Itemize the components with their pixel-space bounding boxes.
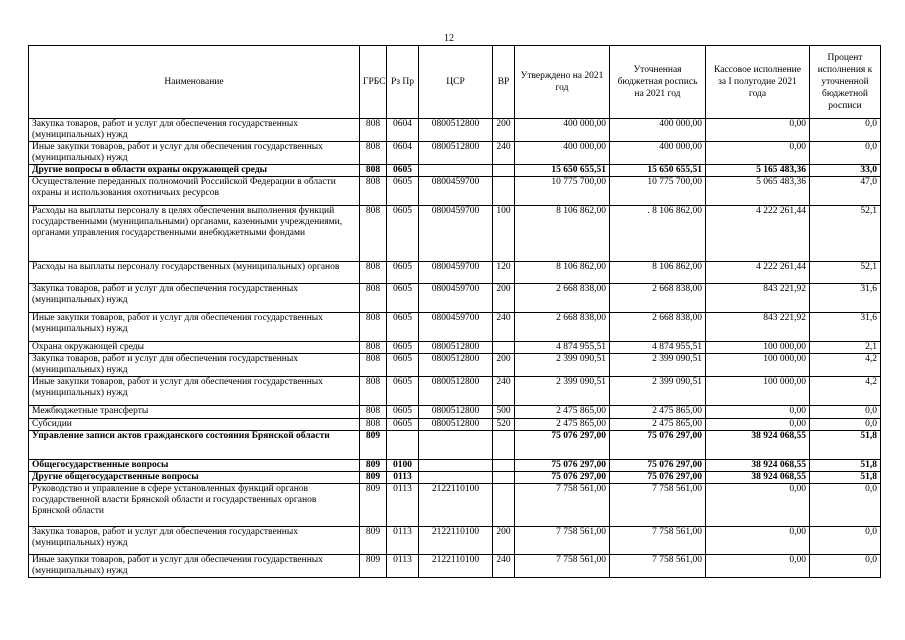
cell-cash: 38 924 068,55 — [706, 431, 810, 460]
cell-percent: 0,0 — [810, 419, 881, 431]
cell-approved: 75 076 297,00 — [515, 431, 610, 460]
cell-rzpr: 0605 — [387, 354, 419, 377]
cell-refined: 400 000,00 — [610, 119, 706, 142]
cell-cash: 0,00 — [706, 555, 810, 578]
cell-refined: 10 775 700,00 — [610, 177, 706, 206]
cell-rzpr: 0100 — [387, 460, 419, 472]
cell-grbs: 809 — [360, 431, 387, 460]
cell-rzpr: 0605 — [387, 313, 419, 342]
cell-vr — [493, 460, 515, 472]
cell-grbs: 809 — [360, 460, 387, 472]
cell-vr — [493, 177, 515, 206]
cell-name: Руководство и управление в сфере установленных функций органов государственной власти Брянской области и государственных органов Брянской области — [29, 484, 360, 527]
cell-cash: 5 165 483,36 — [706, 165, 810, 177]
cell-approved: 4 874 955,51 — [515, 342, 610, 354]
cell-cash: 843 221,92 — [706, 284, 810, 313]
cell-rzpr: 0113 — [387, 555, 419, 578]
cell-approved: 15 650 655,51 — [515, 165, 610, 177]
cell-rzpr: 0604 — [387, 119, 419, 142]
cell-name: Другие вопросы в области охраны окружающей среды — [29, 165, 360, 177]
cell-name: Закупка товаров, работ и услуг для обеспечения государственных (муниципальных) нужд — [29, 119, 360, 142]
cell-percent: 51,8 — [810, 460, 881, 472]
cell-refined: 2 668 838,00 — [610, 313, 706, 342]
cell-approved: 8 106 862,00 — [515, 206, 610, 262]
table-row — [29, 527, 881, 555]
cell-name: Осуществление переданных полномочий Российской Федерации в области охраны и использования охотничьих ресурсов — [29, 177, 360, 206]
cell-vr: 200 — [493, 527, 515, 555]
cell-approved: 75 076 297,00 — [515, 460, 610, 472]
cell-rzpr: 0605 — [387, 165, 419, 177]
header-name: Наименование — [29, 46, 360, 119]
cell-rzpr: 0605 — [387, 406, 419, 419]
cell-approved: 2 475 865,00 — [515, 406, 610, 419]
cell-refined: 2 668 838,00 — [610, 284, 706, 313]
cell-approved: 7 758 561,00 — [515, 527, 610, 555]
cell-refined: 7 758 561,00 — [610, 484, 706, 527]
cell-rzpr: 0604 — [387, 142, 419, 165]
cell-grbs: 808 — [360, 206, 387, 262]
cell-rzpr: 0605 — [387, 419, 419, 431]
header-refined: Уточненная бюджетная роспись на 2021 год — [610, 46, 706, 119]
cell-percent: 0,0 — [810, 527, 881, 555]
cell-cash: 0,00 — [706, 142, 810, 165]
cell-cash: 5 065 483,36 — [706, 177, 810, 206]
cell-vr: 240 — [493, 377, 515, 406]
cell-rzpr: 0605 — [387, 284, 419, 313]
table-row — [29, 284, 881, 313]
cell-cash: 100 000,00 — [706, 342, 810, 354]
table-row — [29, 177, 881, 206]
cell-rzpr: 0605 — [387, 377, 419, 406]
cell-name: Управление записи актов гражданского состояния Брянской области — [29, 431, 360, 460]
cell-percent: 4,2 — [810, 354, 881, 377]
cell-name: Закупка товаров, работ и услуг для обеспечения государственных (муниципальных) нужд — [29, 527, 360, 555]
cell-csr: 2122110100 — [419, 527, 493, 555]
table-row — [29, 262, 881, 284]
cell-name: Охрана окружающей среды — [29, 342, 360, 354]
cell-name: Расходы на выплаты персоналу государственных (муниципальных) органов — [29, 262, 360, 284]
cell-name: Закупка товаров, работ и услуг для обеспечения государственных (муниципальных) нужд — [29, 284, 360, 313]
cell-percent: 51,8 — [810, 472, 881, 484]
cell-percent: 52,1 — [810, 206, 881, 262]
cell-name: Иные закупки товаров, работ и услуг для обеспечения государственных (муниципальных) нужд — [29, 555, 360, 578]
cell-percent: 0,0 — [810, 142, 881, 165]
cell-approved: 2 668 838,00 — [515, 284, 610, 313]
cell-vr: 200 — [493, 354, 515, 377]
header-csr: ЦСР — [419, 46, 493, 119]
table-row — [29, 206, 881, 262]
cell-csr: 2122110100 — [419, 484, 493, 527]
cell-rzpr — [387, 431, 419, 460]
table-row — [29, 377, 881, 406]
cell-csr: 0800512800 — [419, 406, 493, 419]
cell-grbs: 808 — [360, 262, 387, 284]
cell-grbs: 808 — [360, 284, 387, 313]
cell-name: Другие общегосударственные вопросы — [29, 472, 360, 484]
cell-vr — [493, 484, 515, 527]
cell-percent: 52,1 — [810, 262, 881, 284]
cell-approved: 2 475 865,00 — [515, 419, 610, 431]
cell-name: Субсидии — [29, 419, 360, 431]
table-row — [29, 419, 881, 431]
cell-cash: 0,00 — [706, 419, 810, 431]
cell-cash: 4 222 261,44 — [706, 206, 810, 262]
cell-percent: 2,1 — [810, 342, 881, 354]
page-number: 12 — [444, 33, 454, 44]
cell-approved: 2 399 090,51 — [515, 354, 610, 377]
cell-grbs: 808 — [360, 419, 387, 431]
cell-csr: 0800512800 — [419, 119, 493, 142]
cell-csr: 0800512800 — [419, 377, 493, 406]
cell-approved: 400 000,00 — [515, 142, 610, 165]
cell-percent: 31,6 — [810, 313, 881, 342]
cell-vr: 240 — [493, 142, 515, 165]
table-row — [29, 142, 881, 165]
header-percent: Процент исполнения к уточненной бюджетной росписи — [810, 46, 881, 119]
cell-grbs: 808 — [360, 377, 387, 406]
cell-refined: 2 475 865,00 — [610, 419, 706, 431]
table-row — [29, 119, 881, 142]
header-row — [29, 46, 881, 119]
cell-percent: 47,0 — [810, 177, 881, 206]
cell-vr: 500 — [493, 406, 515, 419]
header-approved: Утверждено на 2021 год — [515, 46, 610, 119]
table-row — [29, 555, 881, 578]
cell-percent: 0,0 — [810, 406, 881, 419]
cell-refined: 8 106 862,00 — [610, 262, 706, 284]
cell-csr: 0800459700 — [419, 313, 493, 342]
cell-csr: 2122110100 — [419, 555, 493, 578]
cell-refined: 2 399 090,51 — [610, 377, 706, 406]
cell-refined: 400 000,00 — [610, 142, 706, 165]
cell-csr: 0800512800 — [419, 342, 493, 354]
table-row — [29, 354, 881, 377]
cell-rzpr: 0605 — [387, 206, 419, 262]
cell-csr — [419, 460, 493, 472]
cell-csr: 0800512800 — [419, 142, 493, 165]
cell-refined: 15 650 655,51 — [610, 165, 706, 177]
cell-cash: 0,00 — [706, 119, 810, 142]
cell-approved: 2 668 838,00 — [515, 313, 610, 342]
cell-percent: 0,0 — [810, 555, 881, 578]
cell-csr: 0800512800 — [419, 354, 493, 377]
cell-refined: . 8 106 862,00 — [610, 206, 706, 262]
cell-refined: 2 399 090,51 — [610, 354, 706, 377]
cell-csr: 0800459700 — [419, 284, 493, 313]
cell-refined: 2 475 865,00 — [610, 406, 706, 419]
cell-name: Иные закупки товаров, работ и услуг для обеспечения государственных (муниципальных) нужд — [29, 142, 360, 165]
cell-refined: 7 758 561,00 — [610, 555, 706, 578]
cell-csr — [419, 472, 493, 484]
table-row — [29, 460, 881, 472]
cell-grbs: 809 — [360, 527, 387, 555]
cell-grbs: 808 — [360, 119, 387, 142]
cell-rzpr: 0113 — [387, 484, 419, 527]
cell-refined: 7 758 561,00 — [610, 527, 706, 555]
cell-vr: 120 — [493, 262, 515, 284]
cell-cash: 0,00 — [706, 406, 810, 419]
cell-rzpr: 0605 — [387, 342, 419, 354]
cell-approved: 7 758 561,00 — [515, 555, 610, 578]
cell-vr: 200 — [493, 119, 515, 142]
cell-grbs: 808 — [360, 165, 387, 177]
cell-name: Иные закупки товаров, работ и услуг для обеспечения государственных (муниципальных) нужд — [29, 313, 360, 342]
cell-percent: 31,6 — [810, 284, 881, 313]
cell-approved: 400 000,00 — [515, 119, 610, 142]
cell-name: Иные закупки товаров, работ и услуг для обеспечения государственных (муниципальных) нужд — [29, 377, 360, 406]
cell-cash: 843 221,92 — [706, 313, 810, 342]
header-grbs: ГРБС — [360, 46, 387, 119]
cell-rzpr: 0113 — [387, 527, 419, 555]
table-row — [29, 406, 881, 419]
cell-approved: 75 076 297,00 — [515, 472, 610, 484]
cell-vr: 100 — [493, 206, 515, 262]
cell-grbs: 808 — [360, 142, 387, 165]
cell-name: Межбюджетные трансферты — [29, 406, 360, 419]
header-cash: Кассовое исполнение за I полугодие 2021 года — [706, 46, 810, 119]
cell-approved: 10 775 700,00 — [515, 177, 610, 206]
cell-percent: 4,2 — [810, 377, 881, 406]
cell-percent: 0,0 — [810, 119, 881, 142]
table-row — [29, 472, 881, 484]
cell-cash: 0,00 — [706, 527, 810, 555]
cell-grbs: 808 — [360, 177, 387, 206]
cell-vr: 520 — [493, 419, 515, 431]
cell-csr — [419, 431, 493, 460]
cell-grbs: 808 — [360, 342, 387, 354]
table-row — [29, 342, 881, 354]
cell-vr — [493, 165, 515, 177]
cell-name: Закупка товаров, работ и услуг для обеспечения государственных (муниципальных) нужд — [29, 354, 360, 377]
cell-vr: 240 — [493, 555, 515, 578]
cell-csr: 0800512800 — [419, 419, 493, 431]
table-row — [29, 431, 881, 460]
cell-rzpr: 0605 — [387, 177, 419, 206]
cell-approved: 2 399 090,51 — [515, 377, 610, 406]
cell-cash: 38 924 068,55 — [706, 472, 810, 484]
cell-grbs: 809 — [360, 472, 387, 484]
cell-rzpr: 0113 — [387, 472, 419, 484]
table-row — [29, 484, 881, 527]
cell-csr: 0800459700 — [419, 177, 493, 206]
header-rzpr: Рз Пр — [387, 46, 419, 119]
cell-name: Общегосударственные вопросы — [29, 460, 360, 472]
cell-cash: 100 000,00 — [706, 377, 810, 406]
cell-percent: 33,0 — [810, 165, 881, 177]
cell-name: Расходы на выплаты персоналу в целях обеспечения выполнения функций государственными (муниципальными) органами, казенными учреждениями, органами управления государственными внебюджетными фондами — [29, 206, 360, 262]
cell-csr: 0800459700 — [419, 206, 493, 262]
cell-grbs: 808 — [360, 313, 387, 342]
cell-refined: 4 874 955,51 — [610, 342, 706, 354]
cell-cash: 38 924 068,55 — [706, 460, 810, 472]
cell-csr — [419, 165, 493, 177]
cell-vr — [493, 431, 515, 460]
cell-approved: 7 758 561,00 — [515, 484, 610, 527]
cell-approved: 8 106 862,00 — [515, 262, 610, 284]
cell-percent: 51,8 — [810, 431, 881, 460]
cell-grbs: 809 — [360, 484, 387, 527]
table-row — [29, 313, 881, 342]
cell-grbs: 808 — [360, 354, 387, 377]
budget-table — [28, 45, 881, 578]
cell-vr: 240 — [493, 313, 515, 342]
cell-cash: 4 222 261,44 — [706, 262, 810, 284]
cell-refined: 75 076 297,00 — [610, 431, 706, 460]
header-vr: ВР — [493, 46, 515, 119]
cell-grbs: 809 — [360, 555, 387, 578]
cell-cash: 100 000,00 — [706, 354, 810, 377]
table-body — [29, 119, 881, 578]
cell-rzpr: 0605 — [387, 262, 419, 284]
cell-percent: 0,0 — [810, 484, 881, 527]
cell-csr: 0800459700 — [419, 262, 493, 284]
table-row — [29, 165, 881, 177]
cell-vr: 200 — [493, 284, 515, 313]
cell-refined: 75 076 297,00 — [610, 472, 706, 484]
cell-vr — [493, 472, 515, 484]
cell-cash: 0,00 — [706, 484, 810, 527]
cell-grbs: 808 — [360, 406, 387, 419]
cell-refined: 75 076 297,00 — [610, 460, 706, 472]
cell-vr — [493, 342, 515, 354]
